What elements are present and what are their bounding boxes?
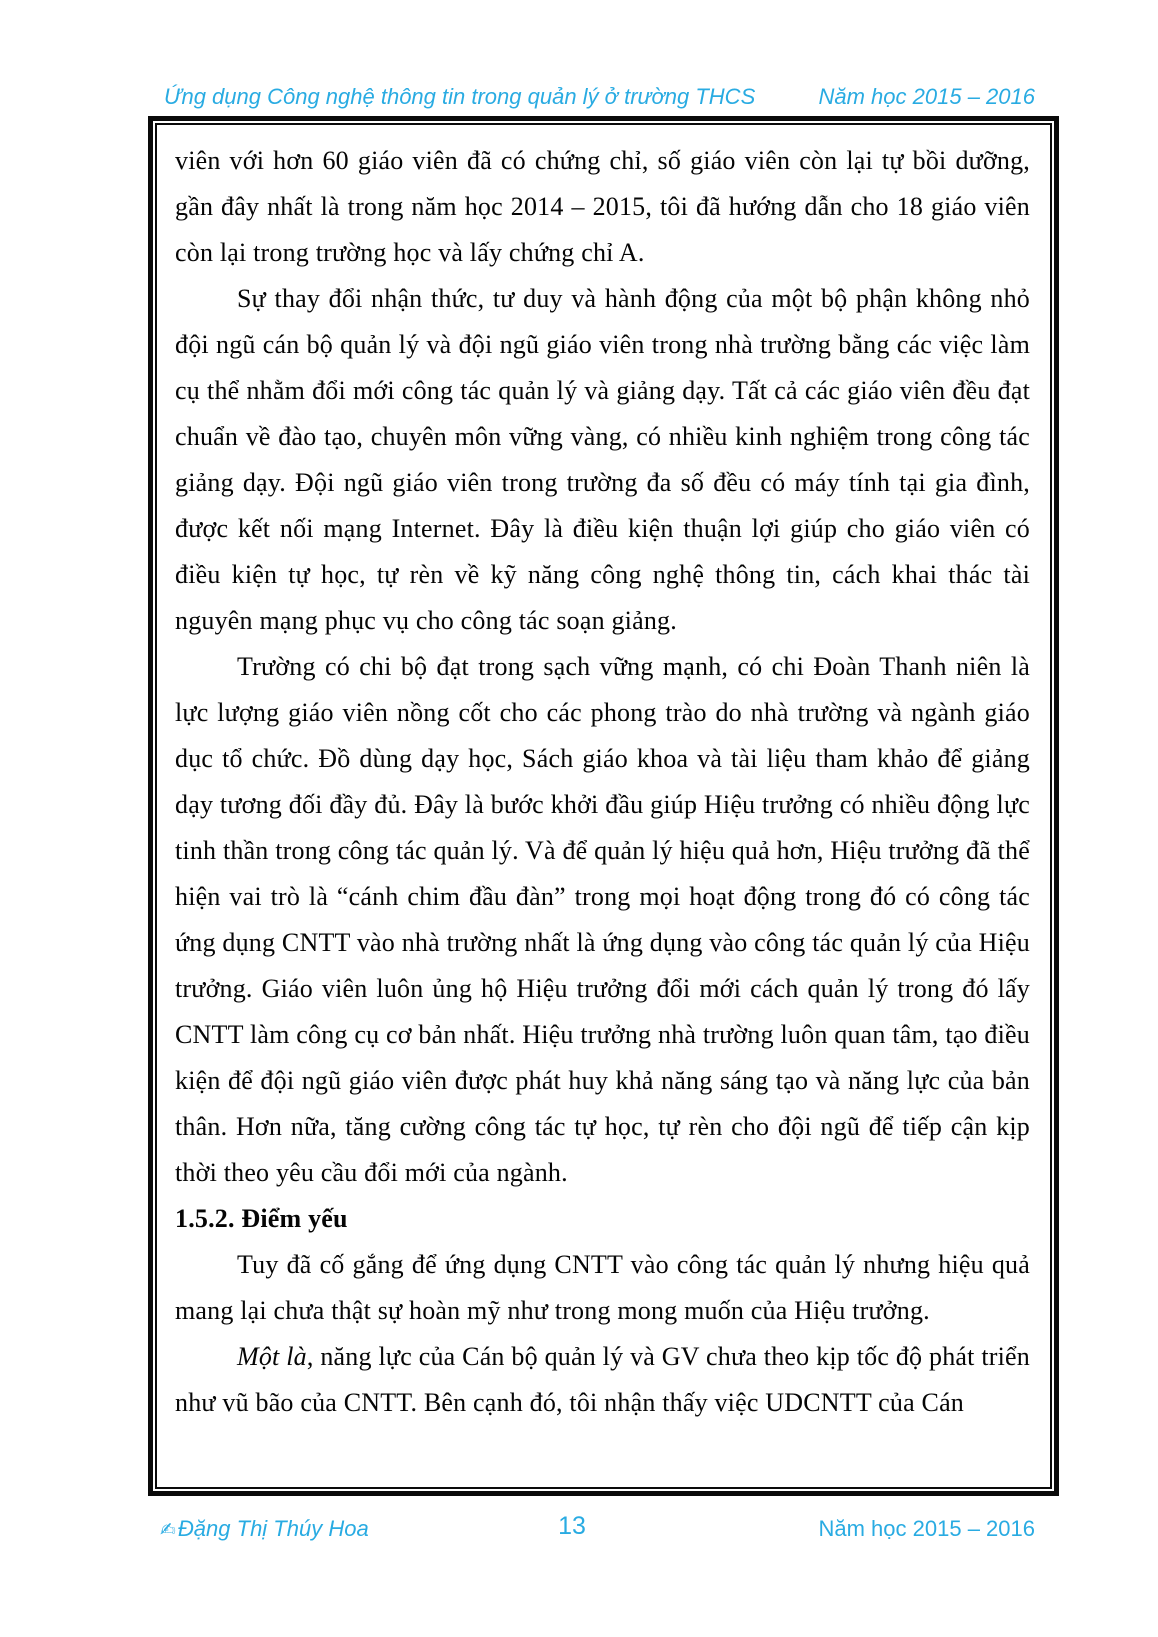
paragraph-school-strengths: Trường có chi bộ đạt trong sạch vững mạnh, có chi Đoàn Thanh niên là lực lượng giáo viên nồng cốt cho các phong trào do nhà trường và ngành giáo dục tổ chức. Đồ dùng dạy học, Sách giáo khoa và tài liệu tham khảo để giảng dạy tương đối đầy đủ. Đây là bước khởi đầu giúp Hiệu trưởng có nhiều động lực tinh thần trong công tác quản lý. Và để quản lý hiệu quả hơn, Hiệu trưởng đã thể hiện vai trò là “cánh chim đầu đàn” trong mọi hoạt động trong đó có công tác ứng dụng CNTT vào nhà trường nhất là ứng dụng vào công tác quản lý của Hiệu trưởng. Giáo viên luôn ủng hộ Hiệu trưởng đổi mới cách quản lý trong đó lấy CNTT làm công cụ cơ bản nhất. Hiệu trưởng nhà trường luôn quan tâm, tạo điều kiện để đội ngũ giáo viên được phát huy khả năng sáng tạo và năng lực của bản thân. Hơn nữa, tăng cường công tác tự học, tự rèn cho đội ngũ để tiếp cận kịp thời theo yêu cầu đổi mới của ngành. (175, 652, 1030, 1187)
section-heading-weaknesses: 1.5.2. Điểm yếu (175, 1204, 348, 1233)
footer-school-year: Năm học 2015 – 2016 (818, 1516, 1035, 1541)
paragraph-lead-italic: Một là (237, 1342, 307, 1371)
header-title: Ứng dụng Công nghệ thông tin trong quản lý ở trường THCS (164, 84, 756, 109)
header-school-year: Năm học 2015 – 2016 (818, 84, 1035, 109)
paragraph-mindset-change: Sự thay đổi nhận thức, tư duy và hành động của một bộ phận không nhỏ đội ngũ cán bộ quản lý và đội ngũ giáo viên trong nhà trường bằng các việc làm cụ thể nhằm đổi mới công tác quản lý và giảng dạy. Tất cả các giáo viên đều đạt chuẩn về đào tạo, chuyên môn vững vàng, có nhiều kinh nghiệm trong công tác giảng dạy. Đội ngũ giáo viên trong trường đa số đều có máy tính tại gia đình, được kết nối mạng Internet. Đây là điều kiện thuận lợi giúp cho giáo viên có điều kiện tự học, tự rèn về kỹ năng công nghệ thông tin, cách khai thác tài nguyên mạng phục vụ cho công tác soạn giảng. (175, 284, 1030, 635)
page-number: 13 (558, 1512, 586, 1540)
paragraph-weakness-intro: Tuy đã cố gắng để ứng dụng CNTT vào công tác quản lý nhưng hiệu quả mang lại chưa thật sự hoàn mỹ như trong mong muốn của Hiệu trưởng. (175, 1250, 1030, 1325)
document-header (164, 84, 1035, 110)
content-body (155, 123, 1052, 1489)
content-border-box (148, 116, 1059, 1496)
paragraph-weakness-first (175, 1334, 1030, 1426)
footer-author-name: Đặng Thị Thúy Hoa (177, 1516, 369, 1541)
paragraph-lead-rest: , năng lực của Cán bộ quản lý và GV chưa theo kịp tốc độ phát triển như vũ bão của CNTT. Bên cạnh đó, tôi nhận thấy việc UDCNTT của Cán (175, 1342, 1030, 1417)
writing-hand-icon: ✍ (160, 1520, 176, 1541)
document-footer (0, 1512, 1158, 1552)
paragraph-certificates: viên với hơn 60 giáo viên đã có chứng chỉ, số giáo viên còn lại tự bồi dưỡng, gần đây nhất là trong năm học 2014 – 2015, tôi đã hướng dẫn cho 18 giáo viên còn lại trong trường học và lấy chứng chỉ A. (175, 146, 1030, 267)
